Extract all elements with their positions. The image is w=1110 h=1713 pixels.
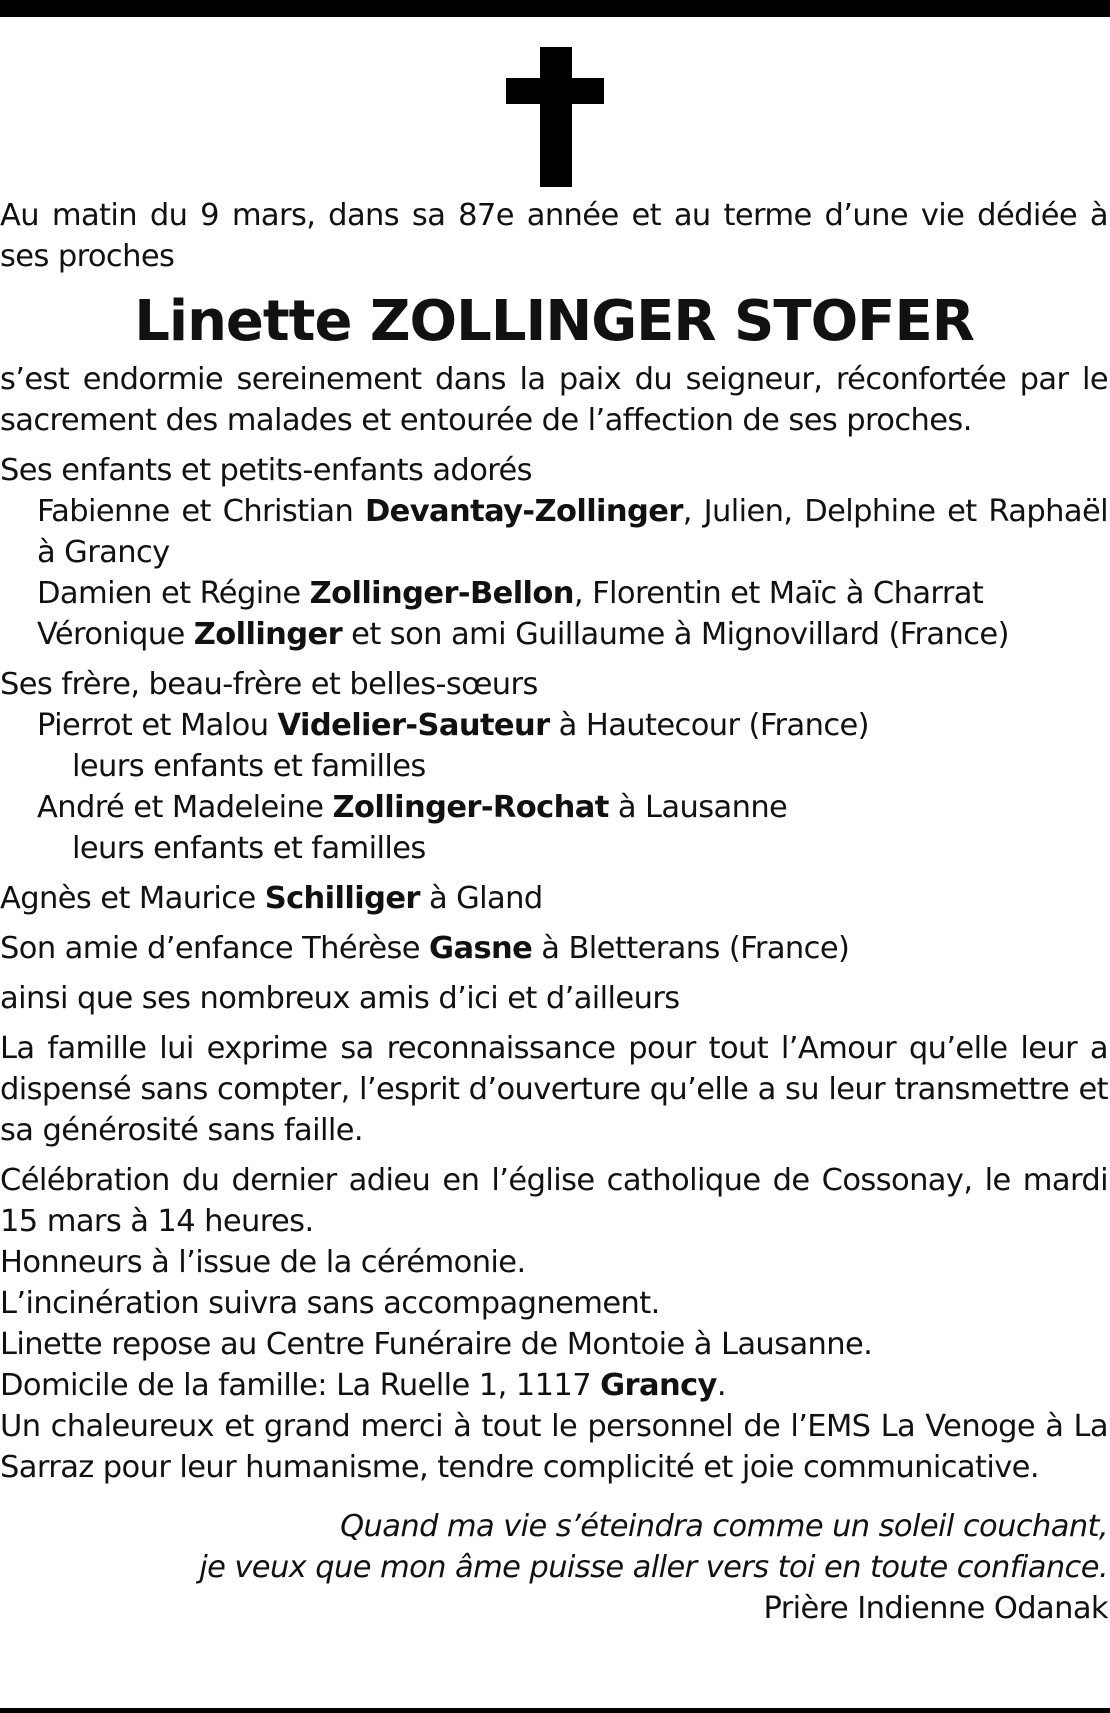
friend-line: Son amie d’enfance Thérèse Gasne à Bletterans (France): [0, 931, 850, 966]
poem-line: je veux que mon âme puisse aller vers toi en toute confiance.: [199, 1550, 1108, 1585]
children-line: Véronique Zollinger et son ami Guillaume à Mignovillard (France): [37, 617, 1009, 652]
children-section: [0, 450, 1108, 655]
siblings-subline: leurs enfants et familles: [72, 831, 426, 866]
intro-text: Au matin du 9 mars, dans sa 87e année et au terme d’une vie dédiée à ses proches: [0, 198, 1108, 274]
friends-all-text: ainsi que ses nombreux amis d’ici et d’ailleurs: [0, 981, 680, 1016]
top-border-rule: [0, 0, 1110, 17]
children-line: Fabienne et Christian Devantay-Zollinger, Julien, Delphine et Raphaël à Grancy: [37, 494, 1108, 570]
poem-line: Quand ma vie s’éteindra comme un soleil couchant,: [340, 1509, 1108, 1544]
obituary-text: [0, 195, 1108, 1629]
closing-poem: [0, 1506, 1108, 1588]
bottom-border-rule: [0, 1708, 1110, 1713]
friend-line: Agnès et Maurice Schilliger à Gland: [0, 881, 543, 916]
ceremony-section: [0, 1160, 1108, 1488]
deceased-name: Linette ZOLLINGER STOFER: [134, 289, 974, 354]
thanks-text: Un chaleureux et grand merci à tout le personnel de l’EMS La Venoge à La Sarraz pour leur humanisme, tendre complicité et joie communicative.: [0, 1409, 1108, 1485]
children-heading: Ses enfants et petits-enfants adorés: [0, 453, 532, 488]
siblings-section: [0, 664, 1108, 869]
rests-text: Linette repose au Centre Funéraire de Montoie à Lausanne.: [0, 1327, 873, 1362]
siblings-heading: Ses frère, beau-frère et belles-sœurs: [0, 667, 538, 702]
ceremony-text: Célébration du dernier adieu en l’église catholique de Cossonay, le mardi 15 mars à 14 heures.: [0, 1163, 1108, 1239]
cremation-text: L’incinération suivra sans accompagnement.: [0, 1286, 660, 1321]
siblings-subline: leurs enfants et familles: [72, 749, 426, 784]
siblings-line: Pierrot et Malou Videlier-Sauteur à Hautecour (France): [37, 708, 869, 743]
siblings-line: André et Madeleine Zollinger-Rochat à Lausanne: [37, 790, 788, 825]
domicile-text: Domicile de la famille: La Ruelle 1, 1117 Grancy.: [0, 1368, 726, 1403]
honours-text: Honneurs à l’issue de la cérémonie.: [0, 1245, 526, 1280]
children-line: Damien et Régine Zollinger-Bellon, Florentin et Maïc à Charrat: [37, 576, 984, 611]
poem-author: Prière Indienne Odanak: [763, 1591, 1108, 1626]
announcement-text: s’est endormie sereinement dans la paix du seigneur, réconfortée par le sacrement des malades et entourée de l’affection de ses proches.: [0, 362, 1108, 438]
gratitude-text: La famille lui exprime sa reconnaissance pour tout l’Amour qu’elle leur a dispensé sans compter, l’esprit d’ouverture qu’elle a su leur transmettre et sa générosité sans faille.: [0, 1031, 1108, 1148]
